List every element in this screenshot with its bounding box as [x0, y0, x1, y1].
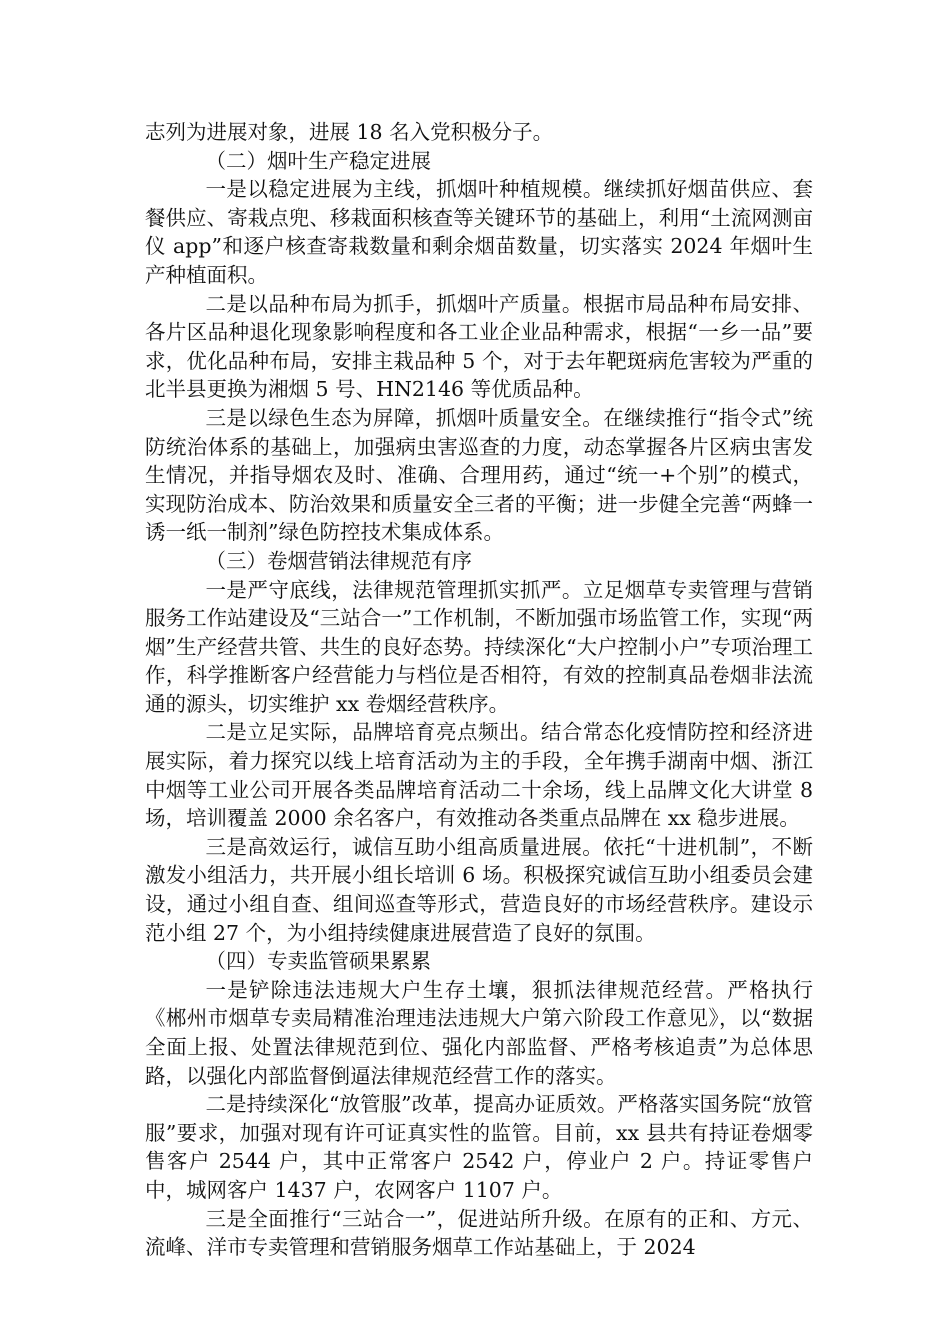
section-heading-cigarette-marketing: （三）卷烟营销法律规范有序	[205, 548, 472, 573]
paragraph-integrity-groups: 三是高效运行，诚信互助小组高质量进展。依托“十进机制”，不断激发小组活力，共开展小组长培训 6 场。积极探究诚信互助小组委员会建设，通过小组自查、组间巡查等形式，营造良好的市场经营秩序。建设示范小组 27 个，为小组持续健康进展营造了良好的氛围。	[145, 834, 813, 945]
paragraph-legal-management: 一是严守底线，法律规范管理抓实抓严。立足烟草专卖管理与营销服务工作站建设及“三站合一”工作机制，不断加强市场监管工作，实现“两烟”生产经营共管、共生的良好态势。持续深化“大户控制小户”专项治理工作，科学推断客户经营能力与档位是否相符，有效的控制真品卷烟非法流通的源头，切实维护 xx 卷烟经营秩序。	[145, 577, 813, 716]
paragraph-green-ecology: 三是以绿色生态为屏障，抓烟叶质量安全。在继续推行“指令式”统防统治体系的基础上，加强病虫害巡查的力度，动态掌握各片区病虫害发生情况，并指导烟农及时、准确、合理用药，通过“统一+个别”的模式，实现防治成本、防治效果和质量安全三者的平衡；进一步健全完善“两蜂一诱一纸一制剂”绿色防控技术集成体系。	[145, 405, 813, 545]
paragraph-illegal-large-households: 一是铲除违法违规大户生存土壤，狠抓法律规范经营。严格执行《郴州市烟草专卖局精准治理违法违规大户第六阶段工作意见》，以“数据全面上报、处置法律规范到位、强化内部监督、严格考核追责”为总体思路，以强化内部监督倒逼法律规范经营工作的落实。	[145, 977, 813, 1088]
paragraph-continuation: 志列为进展对象，进展 18 名入党积极分子。	[145, 120, 554, 144]
paragraph-license-reform: 二是持续深化“放管服”改革，提高办证质效。严格落实国务院“放管服”要求，加强对现有许可证真实性的监管。目前，xx 县共有持证卷烟零售客户 2544 户，其中正常客户 2542 户，停业户 2 户。持证零售户中，城网客户 1437 户，农网客户 1107 户。	[145, 1092, 813, 1202]
section-heading-monopoly-supervision: （四）专卖监管硕果累累	[205, 949, 431, 974]
paragraph-variety-layout: 二是以品种布局为抓手，抓烟叶产质量。根据市局品种布局安排、各片区品种退化现象影响程度和各工业企业品种需求，根据“一乡一品”要求，优化品种布局，安排主栽品种 5 个，对于去年靶斑病危害较为严重的北半县更换为湘烟 5 号、HN2146 等优质品种。	[145, 291, 813, 402]
section-heading-tobacco-production: （二）烟叶生产稳定进展	[205, 148, 431, 173]
paragraph-planting-scale: 一是以稳定进展为主线，抓烟叶种植规模。继续抓好烟苗供应、套餐供应、寄栽点兜、移栽面积核查等关键环节的基础上，利用“土流网测亩仪 app”和逐户核查寄栽数量和剩余烟苗数量，切实落实 2024 年烟叶生产种植面积。	[145, 177, 813, 287]
document-page	[145, 118, 813, 1262]
paragraph-three-stations: 三是全面推行“三站合一”，促进站所升级。在原有的正和、方元、流峰、洋市专卖管理和营销服务烟草工作站基础上，于 2024	[145, 1206, 813, 1260]
paragraph-brand-cultivation: 二是立足实际，品牌培育亮点频出。结合常态化疫情防控和经济进展实际，着力探究以线上培育活动为主的手段，全年携手湖南中烟、浙江中烟等工业公司开展各类品牌培育活动二十余场，线上品牌文化大讲堂 8 场，培训覆盖 2000 余名客户，有效推动各类重点品牌在 xx 稳步进展。	[145, 720, 813, 831]
